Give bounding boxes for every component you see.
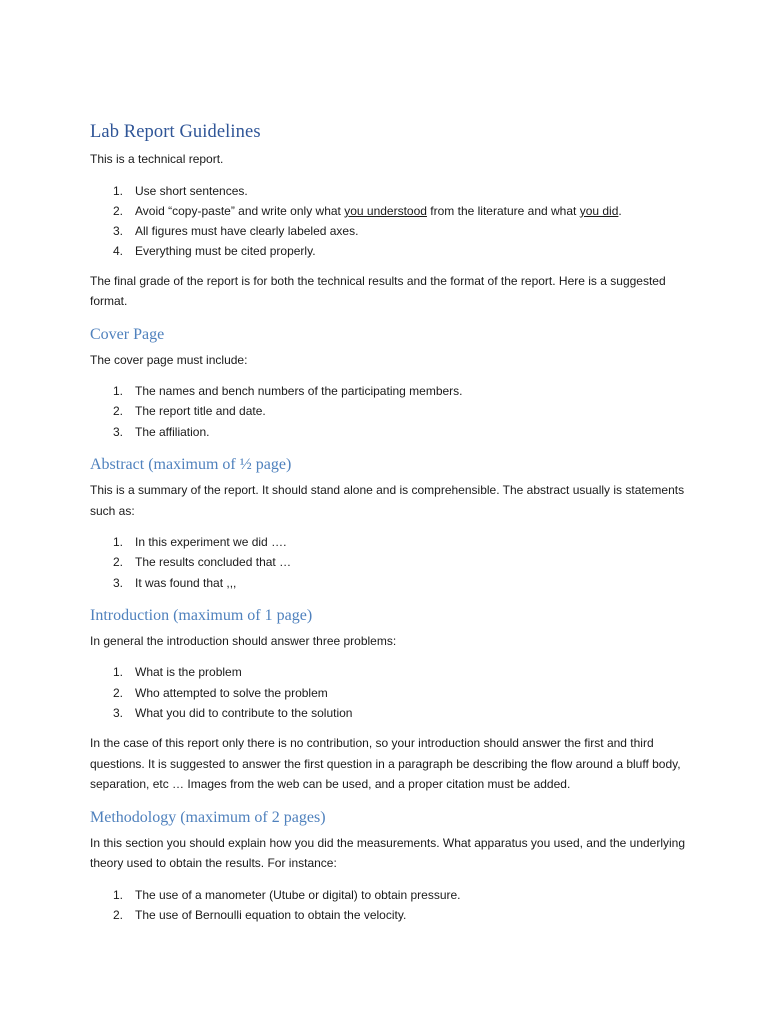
list-item-text: In this experiment we did …. [135,535,287,550]
introduction-list [90,662,690,723]
list-item [90,401,690,421]
list-item-text: The names and bench numbers of the participating members. [135,384,463,399]
list-item [90,221,690,241]
introduction-heading: Introduction (maximum of 1 page) [90,606,313,624]
introduction-paragraph-2: In the case of this report only there is no contribution, so your introduction should answer the first and third questions. It is suggested to answer the first question in a paragraph be describing the flow around a bluff body, separation, etc … Images from the web can be used, and a proper citation must be added. [90,736,681,792]
list-number: 2. [113,908,124,923]
list-item-text: The results concluded that … [135,555,292,570]
cover-page-heading: Cover Page [90,325,165,343]
list-item [90,573,690,593]
methodology-list [90,885,690,926]
list-item [90,552,690,572]
list-item-text-middle: from the literature and what [426,203,580,218]
abstract-list [90,532,690,593]
rules-list [90,181,690,262]
cover-page-list [90,381,690,442]
list-number: 3. [113,424,124,439]
list-item-text: The affiliation. [135,424,210,439]
list-item-text: The use of Bernoulli equation to obtain the velocity. [135,908,407,923]
list-item-text: What you did to contribute to the solution [135,706,353,721]
list-item [90,241,690,261]
list-item-text: Everything must be cited properly. [135,244,316,259]
abstract-heading: Abstract (maximum of ½ page) [90,456,292,474]
list-item [90,422,690,442]
abstract-paragraph: This is a summary of the report. It should stand alone and is comprehensible. The abstract usually is statements such as: [90,483,685,518]
list-item [90,662,690,682]
list-item-text: It was found that ,,, [135,575,237,590]
underlined-phrase: you did [579,203,619,218]
introduction-paragraph: In general the introduction should answer three problems: [90,633,397,648]
list-number: 2. [113,203,124,218]
list-item [90,905,690,925]
underlined-phrase: you understood [344,203,427,218]
list-item-text: All figures must have clearly labeled axes. [135,224,359,239]
intro-paragraph: This is a technical report. [90,152,224,166]
list-item [90,703,690,723]
list-item-text: Who attempted to solve the problem [135,685,328,700]
list-number: 2. [113,685,124,700]
list-item-text: Use short sentences. [135,183,248,198]
list-item-text-end: . [618,203,622,218]
list-number: 2. [113,555,124,570]
list-item [90,683,690,703]
document-body [90,122,690,925]
list-number: 3. [113,706,124,721]
cover-page-paragraph: The cover page must include: [90,352,248,367]
list-number: 1. [113,887,124,902]
list-number: 1. [113,384,124,399]
list-item [90,201,690,221]
list-item-text: The report title and date. [135,404,266,419]
list-number: 3. [113,575,124,590]
list-item [90,885,690,905]
list-number: 4. [113,244,124,259]
list-number: 3. [113,224,124,239]
list-item-text: What is the problem [135,665,242,680]
list-number: 2. [113,404,124,419]
list-item [90,532,690,552]
list-number: 1. [113,183,124,198]
list-item [90,381,690,401]
list-item-text: The use of a manometer (Utube or digital) to obtain pressure. [135,887,461,902]
list-number: 1. [113,535,124,550]
methodology-heading: Methodology (maximum of 2 pages) [90,808,326,826]
list-number: 1. [113,665,124,680]
list-item-text-start: Avoid “copy-paste” and write only what [135,203,345,218]
methodology-paragraph: In this section you should explain how you did the measurements. What apparatus you used, and the underlying theory used to obtain the results. For instance: [90,835,686,871]
document-title: Lab Report Guidelines [90,122,261,142]
list-item [90,181,690,201]
grade-paragraph: The final grade of the report is for both the technical results and the format of the report. Here is a suggested format. [90,273,666,309]
